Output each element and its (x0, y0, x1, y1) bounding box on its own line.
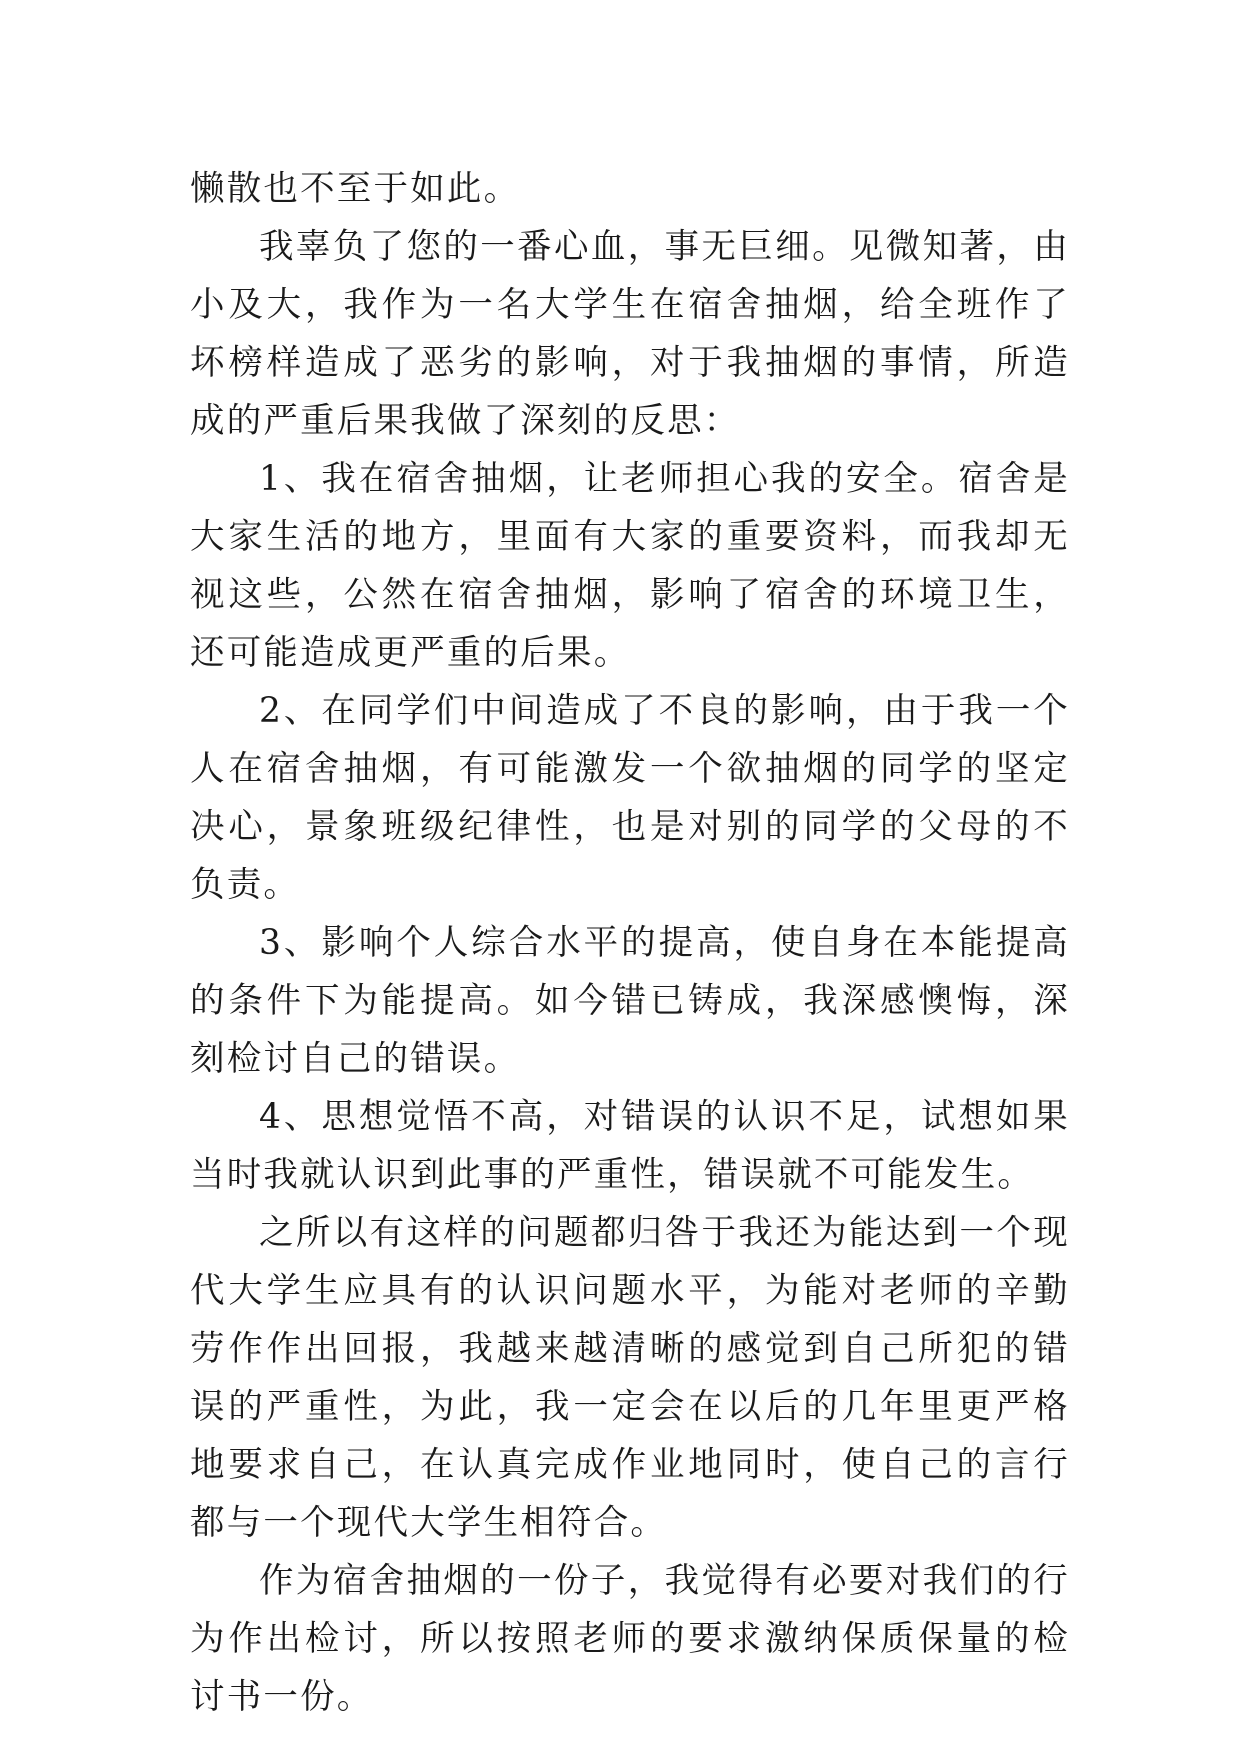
paragraph-point-1: 1、我在宿舍抽烟，让老师担心我的安全。宿舍是大家生活的地方，里面有大家的重要资料，而我却无视这些，公然在宿舍抽烟，影响了宿舍的环境卫生，还可能造成更严重的后果。 (190, 459, 1070, 673)
paragraph-continuation: 懒散也不至于如此。 (190, 169, 521, 209)
document-body (190, 160, 1070, 1726)
paragraph-point-4: 4、思想觉悟不高，对错误的认识不足，试想如果当时我就认识到此事的严重性，错误就不可能发生。 (190, 1097, 1070, 1195)
paragraph-point-2: 2、在同学们中间造成了不良的影响，由于我一个人在宿舍抽烟，有可能激发一个欲抽烟的同学的坚定决心，景象班级纪律性，也是对别的同学的父母的不负责。 (190, 691, 1070, 905)
paragraph-point-3: 3、影响个人综合水平的提高，使自身在本能提高的条件下为能提高。如今错已铸成，我深感懊悔，深刻检讨自己的错误。 (190, 923, 1070, 1079)
paragraph-reflection-intro: 我辜负了您的一番心血，事无巨细。见微知著，由小及大，我作为一名大学生在宿舍抽烟，给全班作了坏榜样造成了恶劣的影响，对于我抽烟的事情，所造成的严重后果我做了深刻的反思： (190, 227, 1070, 441)
paragraph-conclusion: 作为宿舍抽烟的一份子，我觉得有必要对我们的行为作出检讨，所以按照老师的要求激纳保质保量的检讨书一份。 (190, 1561, 1070, 1717)
paragraph-cause: 之所以有这样的问题都归咎于我还为能达到一个现代大学生应具有的认识问题水平，为能对老师的辛勤劳作作出回报，我越来越清晰的感觉到自己所犯的错误的严重性，为此，我一定会在以后的几年里更严格地要求自己，在认真完成作业地同时，使自己的言行都与一个现代大学生相符合。 (190, 1213, 1070, 1543)
